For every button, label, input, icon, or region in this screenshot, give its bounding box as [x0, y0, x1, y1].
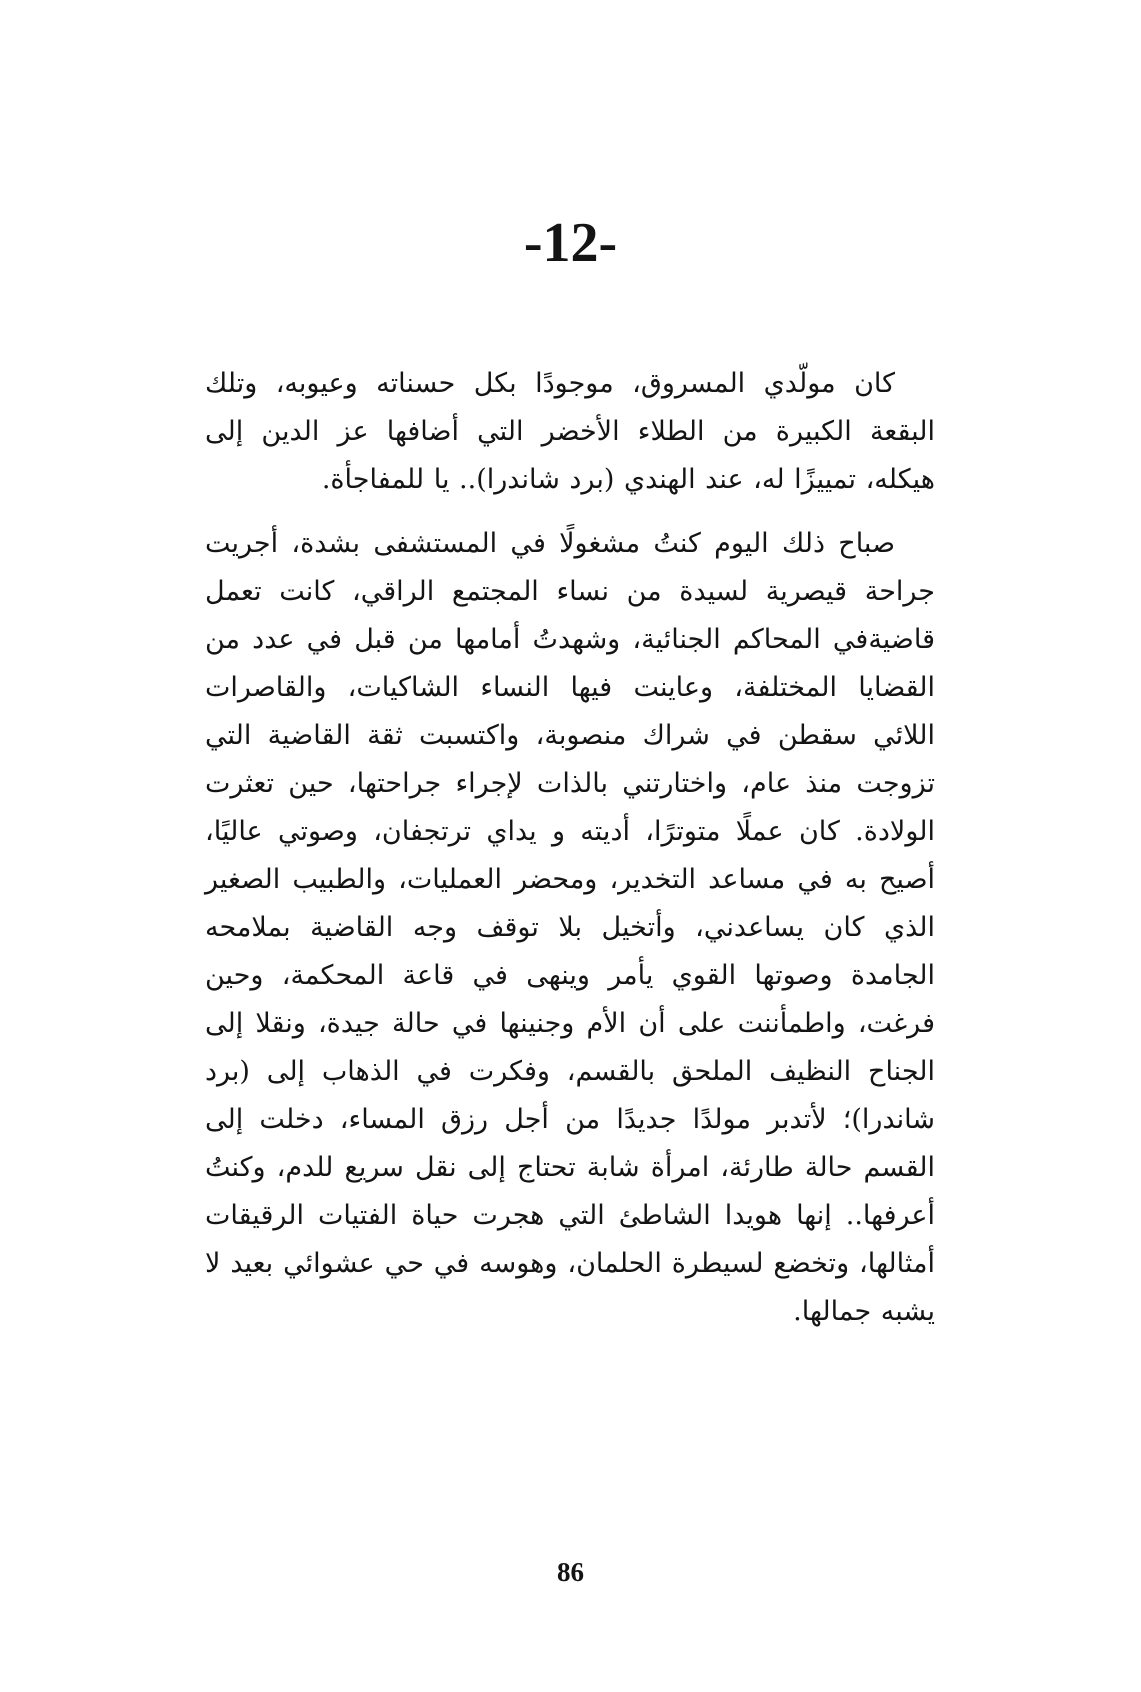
chapter-title: -12- — [523, 212, 618, 274]
paragraph-1: كان مولّدي المسروق، موجودًا بكل حسناته وعيوبه، وتلك البقعة الكبيرة من الطلاء الأخضر التي أضافها عز الدين إلى هيكله، تمييزًا له، عند الهندي (برد شاندرا).. يا للمفاجأة. — [205, 368, 935, 495]
body-text — [205, 360, 935, 1336]
page-number: 86 — [557, 1557, 584, 1587]
paragraph-2: صباح ذلك اليوم كنتُ مشغولًا في المستشفى بشدة، أجريت جراحة قيصرية لسيدة من نساء المجتمع الراقي، كانت تعمل قاضيةفي المحاكم الجنائية، وشهدتُ أمامها من قبل في عدد من القضايا المختلفة، وعاينت فيها النساء الشاكيات، والقاصرات اللائي سقطن في شراك منصوبة، واكتسبت ثقة القاضية التي تزوجت منذ عام، واختارتني بالذات لإجراء جراحتها، حين تعثرت الولادة. كان عملًا متوترًا، أديته و يداي ترتجفان، وصوتي عاليًا، أصيح به في مساعد التخدير، ومحضر العمليات، والطبيب الصغير الذي كان يساعدني، وأتخيل بلا توقف وجه القاضية بملامحه الجامدة وصوتها القوي يأمر وينهى في قاعة المحكمة، وحين فرغت، واطمأننت على أن الأم وجنينها في حالة جيدة، ونقلا إلى الجناح النظيف الملحق بالقسم، وفكرت في الذهاب إلى (برد شاندرا)؛ لأتدبر مولدًا جديدًا من أجل رزق المساء، دخلت إلى القسم حالة طارئة، امرأة شابة تحتاج إلى نقل سريع للدم، وكنتُ أعرفها.. إنها هويدا الشاطئ التي هجرت حياة الفتيات الرقيقات أمثالها، وتخضع لسيطرة الحلمان، وهوسه في حي عشوائي بعيد لا يشبه جمالها. — [205, 528, 935, 1327]
